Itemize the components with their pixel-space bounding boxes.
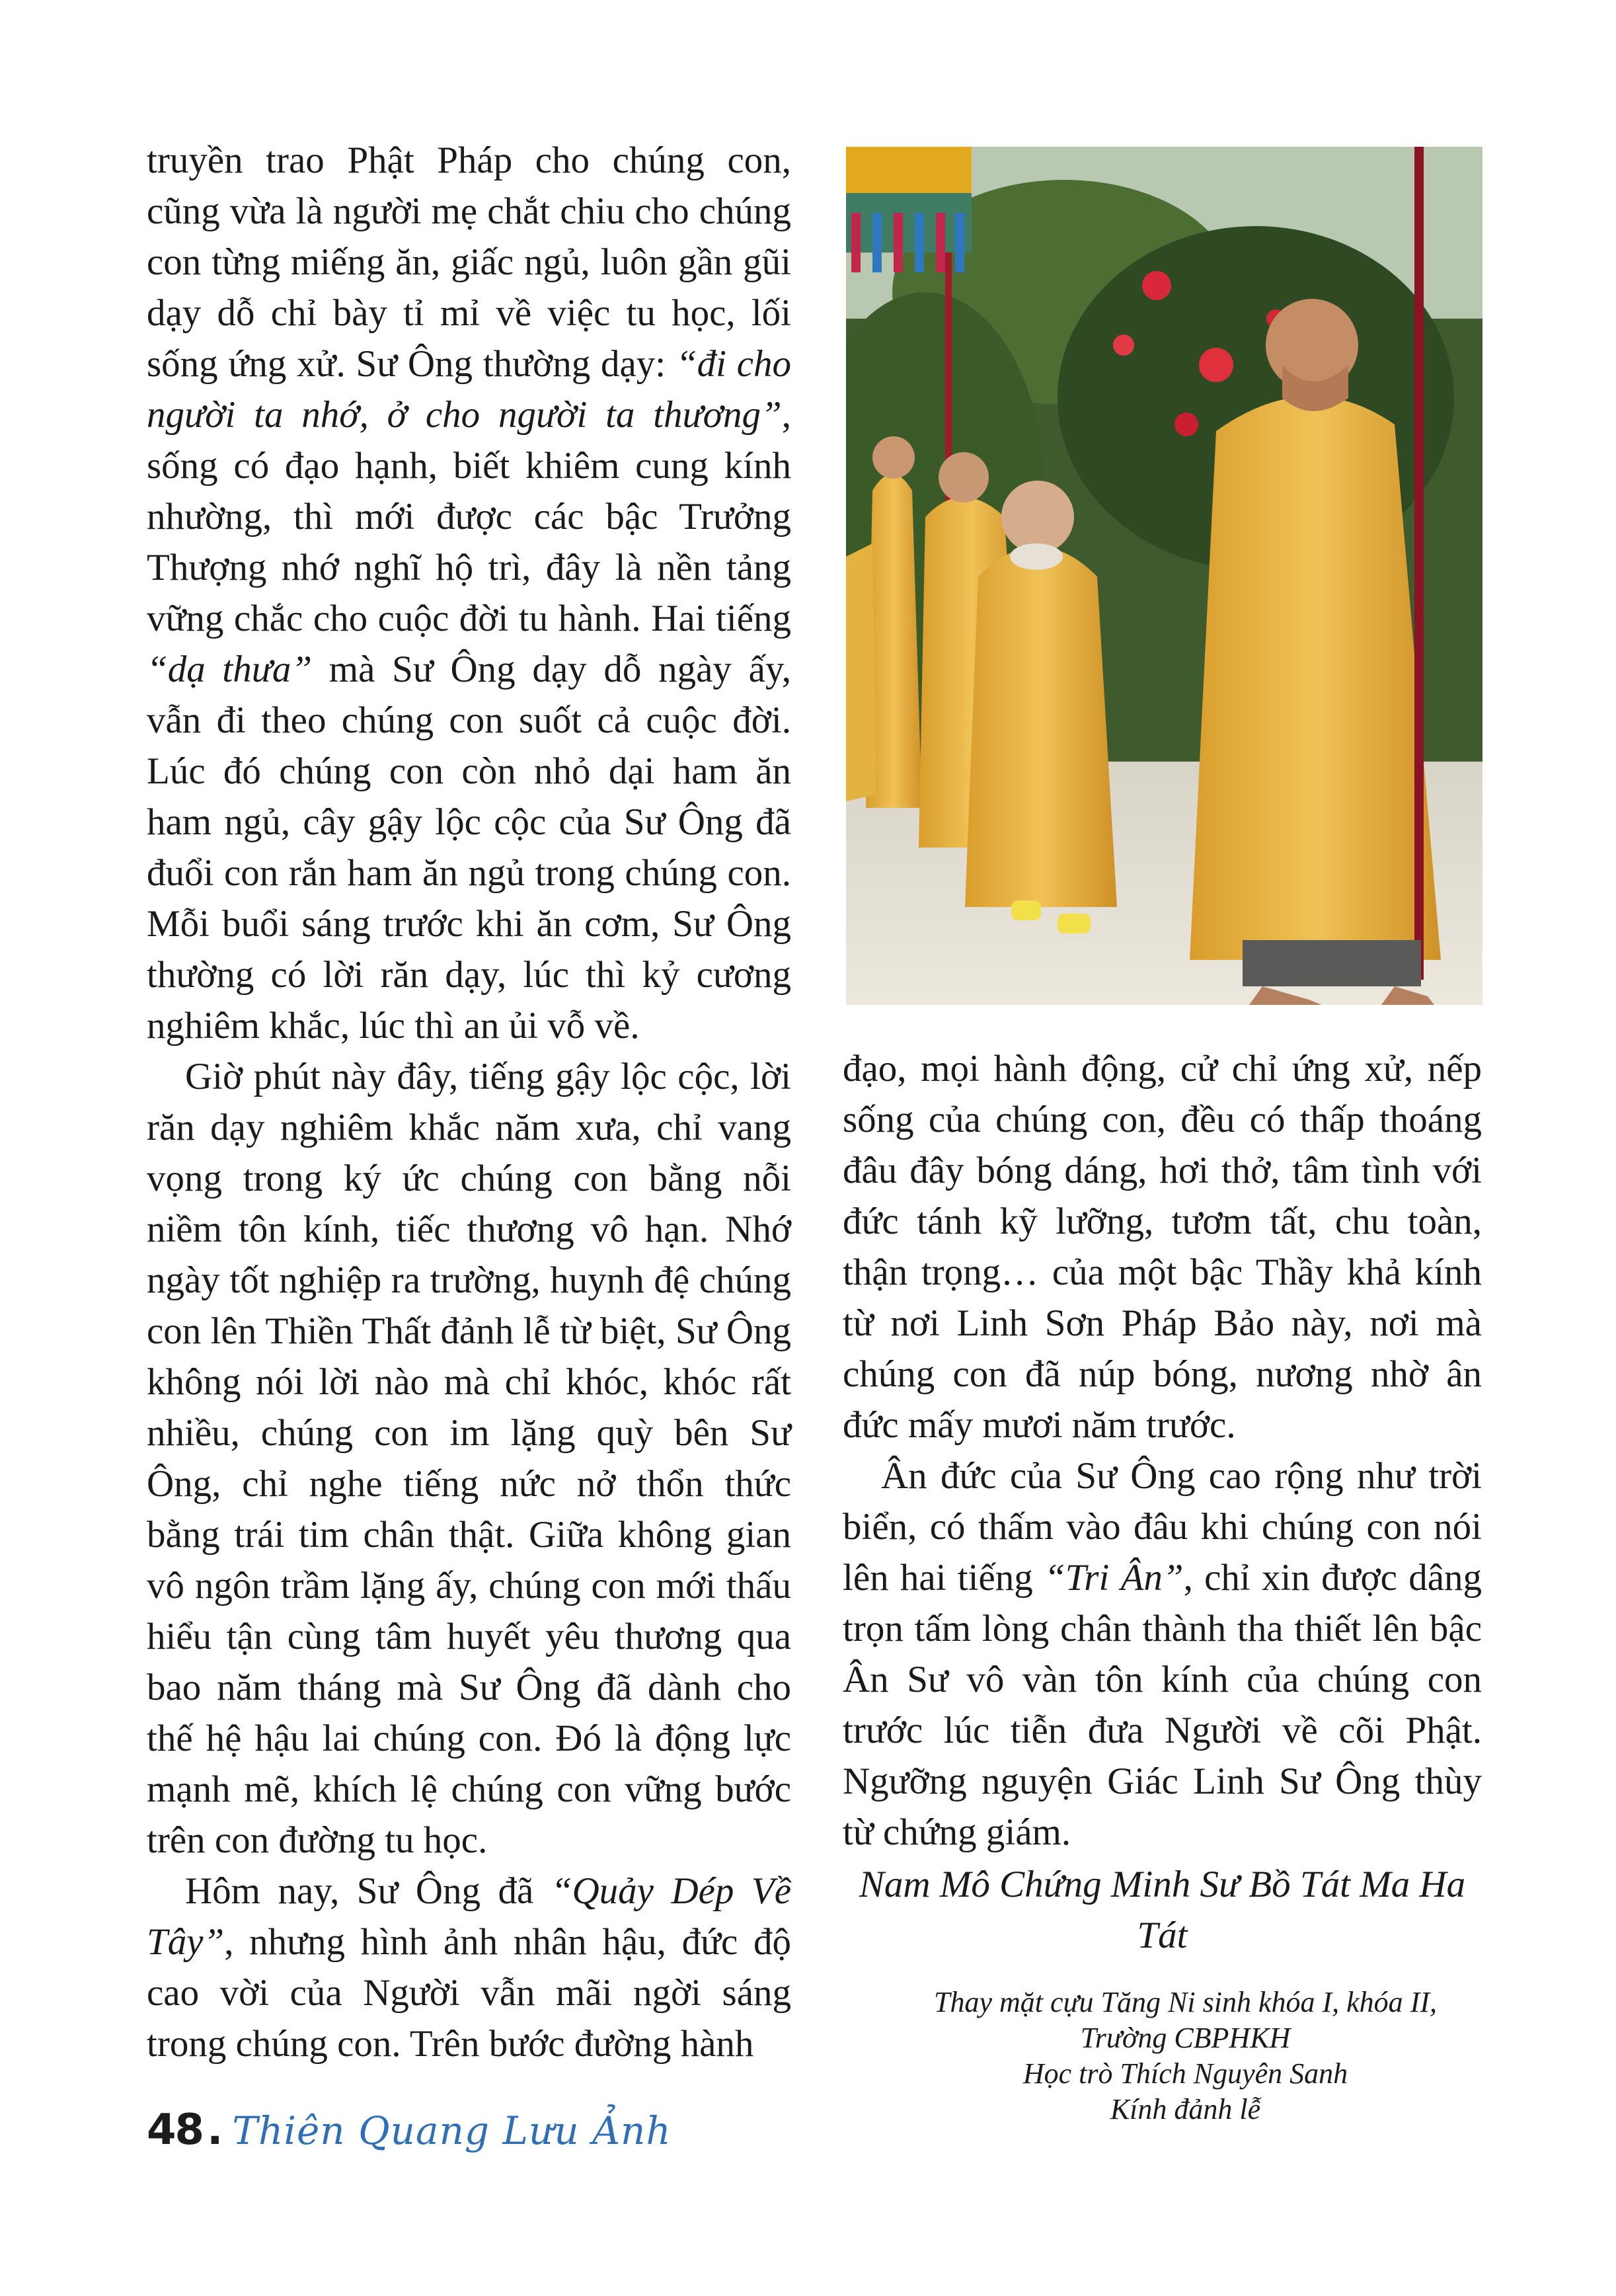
signature-line-1: Thay mặt cựu Tăng Ni sinh khóa I, khóa II, bbox=[934, 1986, 1437, 2018]
signature-line-3: Học trò Thích Nguyên Sanh bbox=[1022, 2057, 1348, 2090]
quote-da-thua: “dạ thưa” bbox=[147, 649, 313, 690]
left-text-column bbox=[147, 135, 791, 2069]
quote-di-cho-nguoi: “đi cho người ta nhớ, ở cho người ta thương” bbox=[147, 343, 791, 436]
page-footer bbox=[147, 2106, 672, 2165]
paragraph-3-text-b: , nhưng hình ảnh nhân hậu, đức độ cao vời của Người vẫn mãi ngời sáng trong chúng con. Trên bước đường hành bbox=[147, 1921, 791, 2065]
signature-block bbox=[843, 1985, 1482, 2127]
paragraph-3-text: Hôm nay, Sư Ông đã bbox=[185, 1870, 534, 1912]
signature-line-4: Kính đảnh lễ bbox=[1110, 2093, 1261, 2125]
paragraph-2: Giờ phút này đây, tiếng gậy lộc cộc, lời răn dạy nghiêm khắc năm xưa, chỉ vang vọng trong ký ức chúng con bằng nỗi niềm tôn kính, tiếc thương vô hạn. Nhớ ngày tốt nghiệp ra trường, huynh đệ chúng con lên Thiền Thất đảnh lễ từ biệt, Sư Ông không nói lời nào mà chỉ khóc, khóc rất nhiều, chúng con im lặng quỳ bên Sư Ông, chỉ nghe tiếng nức nở thổn thức bằng trái tim chân thật. Giữa không gian vô ngôn trầm lặng ấy, chúng con mới thấu hiểu tận cùng tâm huyết yêu thương qua bao năm tháng mà Sư Ông đã dành cho thế hệ hậu lai chúng con. Đó là động lực mạnh mẽ, khích lệ chúng con vững bước trên con đường tu học. bbox=[147, 1056, 791, 1861]
footer-separator: . bbox=[207, 2106, 223, 2155]
paragraph-1 bbox=[147, 135, 791, 1051]
paragraph-5-text-b: , chỉ xin được dâng trọn tấm lòng chân thành tha thiết lên bậc Ân Sư vô vàn tôn kính của chúng con trước lúc tiễn đưa Người về cõi Phật. Ngưỡng nguyện Giác Linh Sư Ông thùy từ chứng giám. bbox=[843, 1557, 1482, 1853]
blessing-line: Nam Mô Chứng Minh Sư Bồ Tát Ma Ha Tát bbox=[859, 1864, 1466, 1956]
right-text-column bbox=[843, 1043, 1482, 2127]
magazine-title: Thiên Quang Lưu Ảnh bbox=[232, 2108, 672, 2153]
quote-quay-dep-ve-tay: “Quảy Dép Về Tây” bbox=[147, 1870, 792, 1963]
quote-tri-an: “Tri Ân” bbox=[1044, 1557, 1184, 1599]
paragraph-4: đạo, mọi hành động, cử chỉ ứng xử, nếp sống của chúng con, đều có thấp thoáng đâu đây bóng dáng, hơi thở, tâm tình với đức tánh kỹ lưỡng, tươm tất, chu toàn, thận trọng… của một bậc Thầy khả kính từ nơi Linh Sơn Pháp Bảo này, nơi mà chúng con đã núp bóng, nương nhờ ân đức mấy mươi năm trước. bbox=[843, 1048, 1482, 1446]
paragraph-1-text: truyền trao Phật Pháp cho chúng con, cũng vừa là người mẹ chắt chiu cho chúng con từng miếng ăn, giấc ngủ, luôn gần gũi dạy dỗ chỉ bày tỉ mỉ về việc tu học, lối sống ứng xử. Sư Ông thường dạy: bbox=[147, 139, 791, 385]
paragraph-1-text-c: mà Sư Ông dạy dỗ ngày ấy, vẫn đi theo chúng con suốt cả cuộc đời. Lúc đó chúng con còn nhỏ dại ham ăn ham ngủ, cây gậy lộc cộc của Sư Ông đã đuổi con rắn ham ăn ngủ trong chúng con. Mỗi buổi sáng trước khi ăn cơm, Sư Ông thường có lời răn dạy, lúc thì kỷ cương nghiêm khắc, lúc thì an ủi vỗ về. bbox=[147, 649, 792, 1047]
monks-procession-photo bbox=[846, 147, 1482, 1005]
paragraph-1-text-b: , sống có đạo hạnh, biết khiêm cung kính nhường, thì mới được các bậc Trưởng Thượng nhớ nghĩ hộ trì, đây là nền tảng vững chắc cho cuộc đời tu hành. Hai tiếng bbox=[147, 394, 791, 639]
page-number: 48 bbox=[147, 2106, 204, 2155]
paragraph-5 bbox=[843, 1450, 1482, 1858]
paragraph-3 bbox=[147, 1866, 791, 2069]
signature-line-2: Trường CBPHKH bbox=[1080, 2022, 1291, 2054]
paragraph-5-text: Ân đức của Sư Ông cao rộng như trời biển, có thấm vào đâu khi chúng con nói lên hai tiếng bbox=[843, 1455, 1482, 1599]
